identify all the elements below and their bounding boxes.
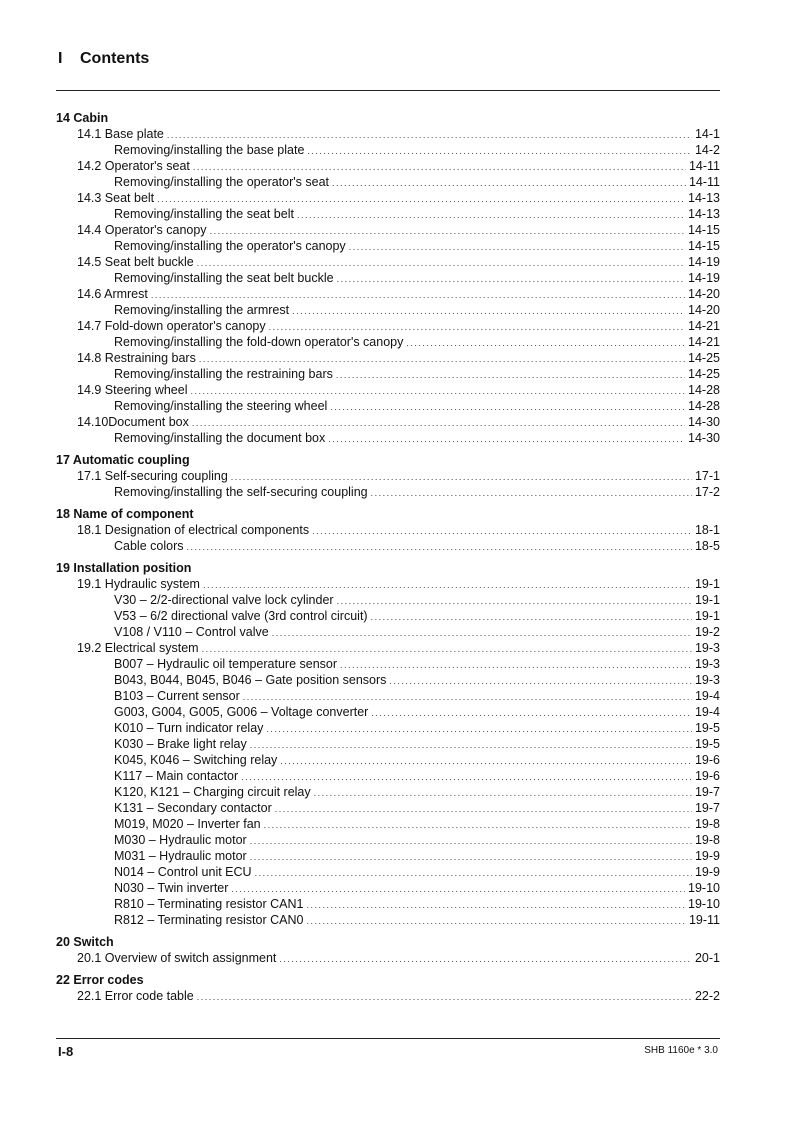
entry-text: Removing/installing the seat belt buckle (114, 271, 334, 285)
dot-leader (272, 625, 692, 641)
dot-leader (202, 641, 692, 657)
dot-leader (332, 175, 686, 191)
dot-leader (266, 721, 692, 737)
entry-page: 18-5 (694, 539, 720, 553)
dot-leader (280, 753, 692, 769)
entry-text: Removing/installing the operator's seat (114, 175, 330, 189)
dot-leader (314, 785, 692, 801)
entry-page: 19-3 (694, 657, 720, 671)
toc-subentry[interactable] (56, 270, 720, 286)
toc-subentry[interactable] (56, 538, 720, 554)
dot-leader (307, 143, 692, 159)
toc-entry[interactable] (56, 254, 720, 270)
dot-leader (328, 431, 685, 447)
entry-text: K120, K121 – Charging circuit relay (114, 785, 311, 799)
entry-text: K117 – Main contactor (114, 769, 239, 783)
page-footer (56, 1038, 720, 1063)
entry-page: 14-20 (688, 287, 720, 301)
entry-page: 19-9 (694, 849, 720, 863)
toc-subentry[interactable] (56, 430, 720, 446)
entry-text: N030 – Twin inverter (114, 881, 229, 895)
entry-text: Removing/installing the operator's canopy (114, 239, 346, 253)
dot-leader (231, 469, 692, 485)
entry-page: 17-1 (694, 469, 720, 483)
entry-text: 14.10Document box (77, 415, 189, 429)
toc-subentry[interactable] (56, 752, 720, 768)
entry-text: V108 / V110 – Control valve (114, 625, 269, 639)
dot-leader (210, 223, 685, 239)
dot-leader (250, 833, 692, 849)
entry-page: 19-7 (694, 801, 720, 815)
entry-page: 19-11 (688, 913, 720, 927)
toc-section (56, 972, 720, 1004)
entry-text: K030 – Brake light relay (114, 737, 247, 751)
dot-leader (275, 801, 692, 817)
toc-section (56, 934, 720, 966)
dot-leader (197, 255, 685, 271)
entry-text: 14.4 Operator's canopy (77, 223, 207, 237)
toc-subentry[interactable] (56, 832, 720, 848)
toc-subentry[interactable] (56, 768, 720, 784)
entry-text: 14.2 Operator's seat (77, 159, 190, 173)
entry-text: R812 – Terminating resistor CAN0 (114, 913, 304, 927)
dot-leader (151, 287, 685, 303)
entry-text: 14.1 Base plate (77, 127, 164, 141)
entry-page: 19-4 (694, 689, 720, 703)
entry-text: 14.8 Restraining bars (77, 351, 196, 365)
dot-leader (279, 951, 692, 967)
dot-leader (371, 609, 692, 625)
entry-text: 22.1 Error code table (77, 989, 194, 1003)
dot-leader (371, 485, 692, 501)
toc-subentry[interactable] (56, 608, 720, 624)
entry-text: R810 – Terminating resistor CAN1 (114, 897, 304, 911)
entry-page: 14-21 (688, 335, 720, 349)
toc-entry[interactable] (56, 318, 720, 334)
entry-page: 14-28 (688, 399, 720, 413)
toc-entry[interactable] (56, 286, 720, 302)
entry-page: 14-11 (688, 159, 720, 173)
document-reference: SHB 1160e * 3.0 (644, 1045, 718, 1056)
toc-section (56, 110, 720, 446)
toc-entry[interactable] (56, 950, 720, 966)
entry-page: 19-8 (694, 817, 720, 831)
entry-page: 14-19 (688, 271, 720, 285)
toc-subentry[interactable] (56, 302, 720, 318)
toc-entry[interactable] (56, 382, 720, 398)
entry-text: M019, M020 – Inverter fan (114, 817, 261, 831)
entry-text: V30 – 2/2-directional valve lock cylinder (114, 593, 334, 607)
dot-leader (312, 523, 692, 539)
dot-leader (167, 127, 692, 143)
toc-subentry[interactable] (56, 366, 720, 382)
entry-text: 20.1 Overview of switch assignment (77, 951, 277, 965)
dot-leader (264, 817, 692, 833)
entry-page: 19-10 (688, 897, 720, 911)
entry-page: 19-5 (694, 737, 720, 751)
dot-leader (306, 913, 686, 929)
dot-leader (197, 989, 692, 1005)
entry-text: 19.2 Electrical system (77, 641, 199, 655)
toc-entry[interactable] (56, 640, 720, 656)
dot-leader (191, 383, 686, 399)
section-title[interactable]: 19 Installation position (56, 561, 192, 575)
section-title[interactable]: 14 Cabin (56, 111, 109, 125)
dot-leader (297, 207, 685, 223)
entry-text: K045, K046 – Switching relay (114, 753, 278, 767)
dot-leader (192, 415, 685, 431)
entry-text: K131 – Secondary contactor (114, 801, 272, 815)
entry-page: 19-1 (694, 609, 720, 623)
section-title[interactable]: 17 Automatic coupling (56, 453, 190, 467)
dot-leader (330, 399, 685, 415)
chapter-number: I (58, 50, 63, 67)
dot-leader (340, 657, 692, 673)
toc-subentry[interactable] (56, 142, 720, 158)
toc-subentry[interactable] (56, 398, 720, 414)
toc-subentry[interactable] (56, 816, 720, 832)
dot-leader (199, 351, 685, 367)
page-number: I-8 (58, 1044, 74, 1059)
dot-leader (250, 849, 692, 865)
dot-leader (389, 673, 692, 689)
dot-leader (337, 271, 685, 287)
entry-page: 19-3 (694, 641, 720, 655)
dot-leader (306, 897, 685, 913)
section-title[interactable]: 20 Switch (56, 935, 114, 949)
entry-page: 19-3 (694, 673, 720, 687)
entry-page: 14-25 (688, 351, 720, 365)
entry-page: 14-28 (688, 383, 720, 397)
entry-text: G003, G004, G005, G006 – Voltage converter (114, 705, 369, 719)
entry-page: 19-9 (694, 865, 720, 879)
entry-text: Removing/installing the armrest (114, 303, 290, 317)
entry-page: 14-1 (694, 127, 720, 141)
entry-text: 14.3 Seat belt (77, 191, 155, 205)
entry-page: 19-2 (694, 625, 720, 639)
dot-leader (336, 367, 685, 383)
entry-text: Cable colors (114, 539, 184, 553)
toc-subentry[interactable] (56, 784, 720, 800)
entry-page: 14-15 (688, 239, 720, 253)
dot-leader (250, 737, 692, 753)
page-title: Contents (80, 50, 150, 67)
toc-subentry[interactable] (56, 206, 720, 222)
toc-entry[interactable] (56, 158, 720, 174)
toc-subentry[interactable] (56, 736, 720, 752)
entry-page: 19-8 (694, 833, 720, 847)
entry-page: 19-6 (694, 769, 720, 783)
entry-text: Removing/installing the seat belt (114, 207, 294, 221)
section-title[interactable]: 18 Name of component (56, 507, 194, 521)
toc-entry[interactable] (56, 222, 720, 238)
entry-page: 17-2 (694, 485, 720, 499)
entry-text: Removing/installing the steering wheel (114, 399, 328, 413)
toc-entry[interactable] (56, 522, 720, 538)
dot-leader (231, 881, 685, 897)
entry-page: 19-10 (688, 881, 720, 895)
toc-section (56, 506, 720, 554)
entry-page: 19-1 (694, 577, 720, 591)
entry-page: 14-25 (688, 367, 720, 381)
page-header (56, 46, 720, 91)
entry-text: Removing/installing the self-securing coupling (114, 485, 368, 499)
toc-entry[interactable] (56, 468, 720, 484)
toc-subentry[interactable] (56, 334, 720, 350)
dot-leader (203, 577, 692, 593)
dot-leader (157, 191, 685, 207)
entry-text: M031 – Hydraulic motor (114, 849, 247, 863)
entry-text: 14.6 Armrest (77, 287, 148, 301)
entry-page: 14-15 (688, 223, 720, 237)
dot-leader (349, 239, 685, 255)
entry-page: 18-1 (694, 523, 720, 537)
entry-page: 19-7 (694, 785, 720, 799)
dot-leader (337, 593, 692, 609)
entry-text: B007 – Hydraulic oil temperature sensor (114, 657, 338, 671)
toc-subentry[interactable] (56, 174, 720, 190)
entry-text: Removing/installing the restraining bars (114, 367, 333, 381)
entry-text: Removing/installing the base plate (114, 143, 305, 157)
entry-text: 14.7 Fold-down operator's canopy (77, 319, 266, 333)
toc-subentry[interactable] (56, 484, 720, 500)
entry-text: B103 – Current sensor (114, 689, 240, 703)
toc-entry[interactable] (56, 988, 720, 1004)
toc-subentry[interactable] (56, 848, 720, 864)
entry-text: 17.1 Self-securing coupling (77, 469, 228, 483)
dot-leader (255, 865, 692, 881)
toc-subentry[interactable] (56, 864, 720, 880)
toc-subentry[interactable] (56, 656, 720, 672)
entry-page: 14-30 (688, 415, 720, 429)
entry-text: 18.1 Designation of electrical components (77, 523, 310, 537)
entry-text: V53 – 6/2 directional valve (3rd control circuit) (114, 609, 368, 623)
dot-leader (193, 159, 686, 175)
dot-leader (241, 769, 692, 785)
entry-text: Removing/installing the fold-down operator's canopy (114, 335, 404, 349)
entry-text: 14.5 Seat belt buckle (77, 255, 194, 269)
toc-subentry[interactable] (56, 704, 720, 720)
toc-subentry[interactable] (56, 238, 720, 254)
toc-subentry[interactable] (56, 896, 720, 912)
dot-leader (186, 539, 691, 555)
toc-entry[interactable] (56, 350, 720, 366)
entry-text: M030 – Hydraulic motor (114, 833, 247, 847)
toc-section (56, 560, 720, 928)
entry-page: 22-2 (694, 989, 720, 1003)
entry-page: 14-13 (688, 207, 720, 221)
table-of-contents (56, 110, 720, 1010)
toc-subentry[interactable] (56, 720, 720, 736)
entry-text: Removing/installing the document box (114, 431, 326, 445)
section-title[interactable]: 22 Error codes (56, 973, 144, 987)
dot-leader (269, 319, 685, 335)
dot-leader (406, 335, 685, 351)
entry-page: 14-11 (688, 175, 720, 189)
entry-page: 19-4 (694, 705, 720, 719)
entry-page: 14-21 (688, 319, 720, 333)
entry-text: K010 – Turn indicator relay (114, 721, 264, 735)
toc-subentry[interactable] (56, 672, 720, 688)
toc-subentry[interactable] (56, 912, 720, 928)
dot-leader (243, 689, 692, 705)
toc-section (56, 452, 720, 500)
entry-page: 14-20 (688, 303, 720, 317)
toc-subentry[interactable] (56, 880, 720, 896)
toc-entry[interactable] (56, 576, 720, 592)
toc-subentry[interactable] (56, 592, 720, 608)
dot-leader (371, 705, 692, 721)
entry-text: B043, B044, B045, B046 – Gate position sensors (114, 673, 387, 687)
dot-leader (292, 303, 685, 319)
entry-page: 19-1 (694, 593, 720, 607)
toc-subentry[interactable] (56, 624, 720, 640)
entry-text: N014 – Control unit ECU (114, 865, 252, 879)
toc-entry[interactable] (56, 126, 720, 142)
entry-text: 19.1 Hydraulic system (77, 577, 200, 591)
entry-text: 14.9 Steering wheel (77, 383, 188, 397)
entry-page: 19-5 (694, 721, 720, 735)
toc-subentry[interactable] (56, 688, 720, 704)
entry-page: 14-30 (688, 431, 720, 445)
toc-subentry[interactable] (56, 800, 720, 816)
entry-page: 14-19 (688, 255, 720, 269)
entry-page: 19-6 (694, 753, 720, 767)
entry-page: 14-13 (688, 191, 720, 205)
toc-entry[interactable] (56, 190, 720, 206)
entry-page: 14-2 (694, 143, 720, 157)
toc-entry[interactable] (56, 414, 720, 430)
entry-page: 20-1 (694, 951, 720, 965)
